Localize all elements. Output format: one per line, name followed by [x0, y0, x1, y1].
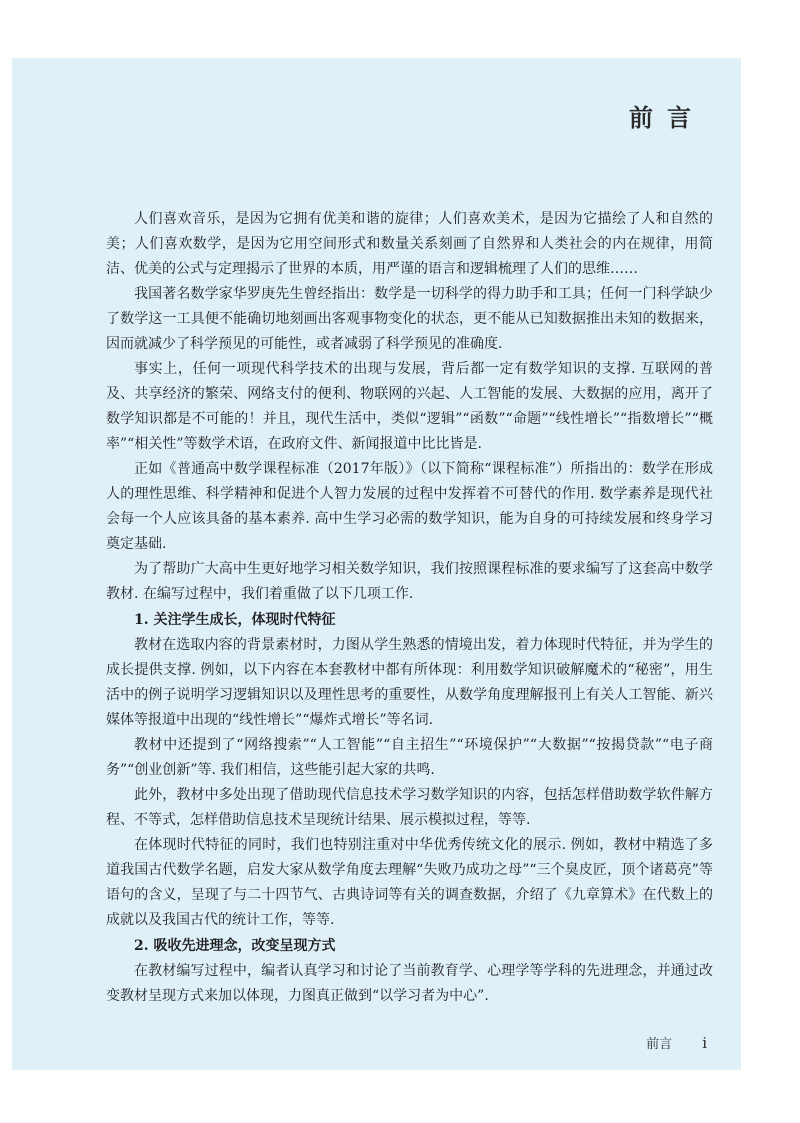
- page-panel: [12, 58, 741, 1070]
- page-number: i: [702, 1034, 707, 1052]
- section-2-paragraph-1: 在教材编写过程中，编者认真学习和讨论了当前教育学、心理学等学科的先进理念，并通过改变教材呈现方式来加以体现，力图真正做到“以学习者为中心”.: [106, 963, 713, 1004]
- page-title: 前言: [629, 103, 705, 132]
- intro-paragraph-1: 人们喜欢音乐，是因为它拥有优美和谐的旋律；人们喜欢美术，是因为它描绘了人和自然的美；人们喜欢数学，是因为它用空间形式和数量关系刻画了自然界和人类社会的内在规律，用简洁、优美的公式与定理揭示了世界的本质，用严谨的语言和逻辑梳理了人们的思维……: [106, 211, 713, 277]
- footer-label: 前言: [646, 1037, 673, 1052]
- section-1-paragraph-2: 教材中还提到了“网络搜索”“人工智能”“自主招生”“环境保护”“大数据”“按揭贷款”“电子商务”“创业创新”等. 我们相信，这些能引起大家的共鸣.: [106, 737, 713, 778]
- intro-paragraph-2: 我国著名数学家华罗庚先生曾经指出：数学是一切科学的得力助手和工具；任何一门科学缺少了数学这一工具便不能确切地刻画出客观事物变化的状态，更不能从已知数据推出未知的数据来，因而就减少了科学预见的可能性，或者减弱了科学预见的准确度.: [106, 286, 713, 352]
- intro-paragraph-5: 为了帮助广大高中生更好地学习相关数学知识，我们按照课程标准的要求编写了这套高中数学教材. 在编写过程中，我们着重做了以下几项工作.: [106, 561, 713, 602]
- section-1-heading: 1. 关注学生成长，体现时代特征: [134, 612, 336, 628]
- section-2-heading: 2. 吸收先进理念，改变呈现方式: [134, 938, 336, 954]
- intro-paragraph-4: 正如《普通高中数学课程标准（2017年版）》（以下简称“课程标准”）所指出的：数学在形成人的理性思维、科学精神和促进个人智力发展的过程中发挥着不可替代的作用. 数学素养是现代社会每一个人应该具备的基本素养. 高中生学习必需的数学知识，能为自身的可持续发展和终身学习奠定基础.: [106, 461, 713, 552]
- section-1-paragraph-3: 此外，教材中多处出现了借助现代信息技术学习数学知识的内容，包括怎样借助数学软件解方程、不等式，怎样借助信息技术呈现统计结果、展示模拟过程，等等.: [106, 787, 713, 828]
- section-1-paragraph-4: 在体现时代特征的同时，我们也特别注重对中华优秀传统文化的展示. 例如，教材中精选了多道我国古代数学名题，启发大家从数学角度去理解“失败乃成功之母”“三个臭皮匠，顶个诸葛亮”等语句的含义，呈现了与二十四节气、古典诗词等有关的调查数据，介绍了《九章算术》在代数上的成就以及我国古代的统计工作，等等.: [106, 837, 713, 928]
- intro-paragraph-3: 事实上，任何一项现代科学技术的出现与发展，背后都一定有数学知识的支撑. 互联网的普及、共享经济的繁荣、网络支付的便利、物联网的兴起、人工智能的发展、大数据的应用，离开了数学知识都是不可能的！并且，现代生活中，类似“逻辑”“函数”“命题”“线性增长”“指数增长”“概率”“相关性”等数学术语，在政府文件、新闻报道中比比皆是.: [106, 361, 713, 452]
- section-1-paragraph-1: 教材在选取内容的背景素材时，力图从学生熟悉的情境出发，着力体现时代特征，并为学生的成长提供支撑. 例如，以下内容在本套教材中都有所体现：利用数学知识破解魔术的“秘密”，用生活中的例子说明学习逻辑知识以及理性思考的重要性，从数学角度理解报刊上有关人工智能、新兴媒体等报道中出现的“线性增长”“爆炸式增长”等名词.: [106, 637, 713, 728]
- body-text: [106, 207, 713, 1009]
- page-footer: [646, 1033, 707, 1052]
